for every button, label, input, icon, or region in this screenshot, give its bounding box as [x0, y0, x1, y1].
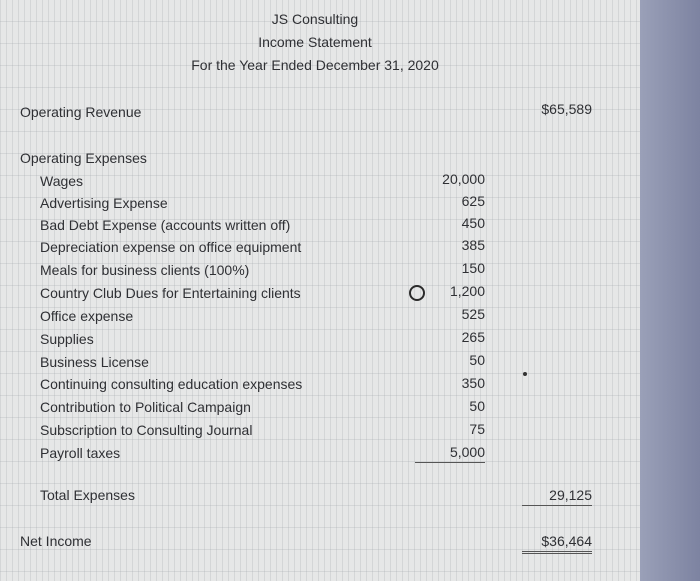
- expense-amount: 50: [469, 352, 485, 368]
- expense-label: Supplies: [40, 331, 94, 347]
- expense-amount: 50: [469, 398, 485, 414]
- expense-amount: 20,000: [442, 171, 485, 187]
- total-expenses-label: Total Expenses: [40, 487, 135, 503]
- expense-label: Office expense: [40, 308, 134, 324]
- expense-label: Meals for business clients (100%): [40, 262, 250, 278]
- expense-label: Payroll taxes: [40, 445, 121, 461]
- expense-label: Subscription to Consulting Journal: [40, 422, 253, 438]
- expense-label: Contribution to Political Campaign: [40, 399, 251, 415]
- expense-amount: 525: [461, 306, 485, 322]
- expense-amount: 385: [461, 237, 485, 253]
- expense-amount: 350: [461, 375, 485, 391]
- dot-mark-icon: [523, 372, 527, 376]
- expense-label: Continuing consulting education expenses: [40, 376, 303, 392]
- expense-label: Advertising Expense: [40, 195, 168, 211]
- screen-edge: [640, 0, 700, 581]
- net-income-amount: $36,464: [522, 532, 592, 554]
- expense-amount: 150: [461, 260, 485, 276]
- expense-amount: 450: [461, 215, 485, 231]
- expense-label: Wages: [40, 173, 84, 189]
- operating-revenue-label: Operating Revenue: [20, 104, 142, 120]
- expense-label: Business License: [40, 354, 149, 370]
- expense-label: Bad Debt Expense (accounts written off): [40, 217, 291, 233]
- expense-amount: 5,000: [415, 443, 485, 463]
- statement-title: Income Statement: [258, 34, 372, 50]
- company-name: JS Consulting: [271, 11, 359, 27]
- total-expenses-amount: 29,125: [522, 486, 592, 506]
- expense-amount: 75: [469, 421, 485, 437]
- expense-amount: 625: [461, 193, 485, 209]
- net-income-label: Net Income: [20, 533, 92, 549]
- expense-amount: 265: [461, 329, 485, 345]
- expense-label: Depreciation expense on office equipment: [40, 239, 302, 255]
- operating-expenses-heading: Operating Expenses: [20, 150, 147, 166]
- statement-period: For the Year Ended December 31, 2020: [191, 57, 439, 73]
- expense-label: Country Club Dues for Entertaining clients: [40, 285, 301, 301]
- operating-revenue-amount: $65,589: [541, 101, 592, 117]
- expense-amount: 1,200: [449, 283, 485, 299]
